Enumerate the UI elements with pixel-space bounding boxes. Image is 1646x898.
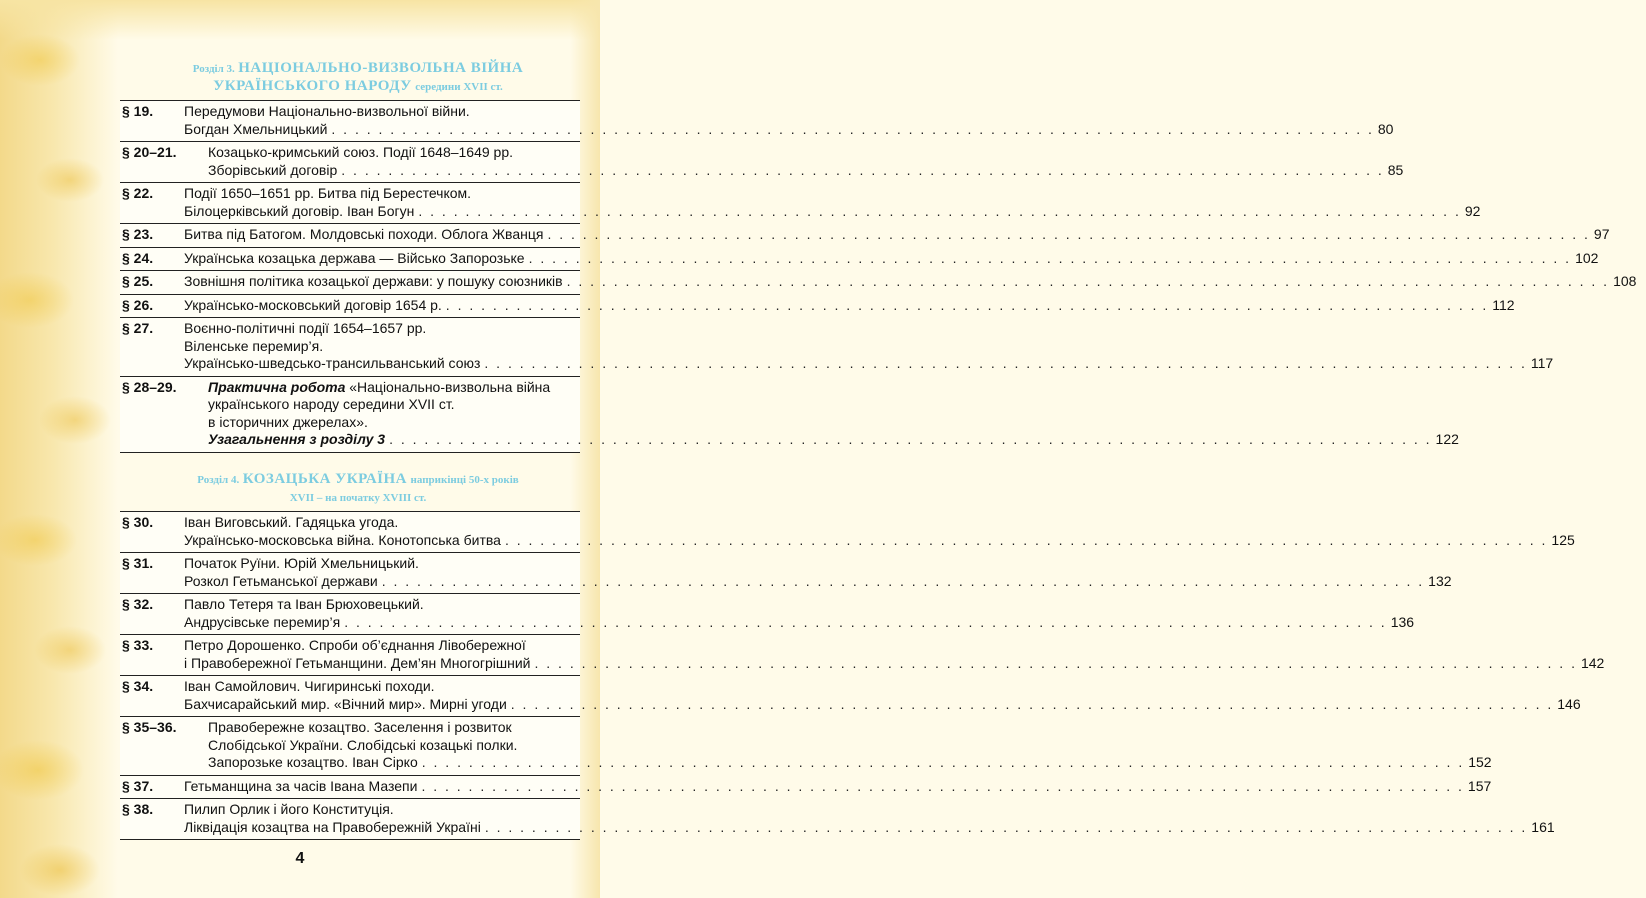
toc-leader-line <box>184 532 1575 550</box>
page-ref: 161 <box>1531 818 1555 835</box>
page-ref: 132 <box>1428 572 1452 589</box>
toc-line <box>208 379 1459 397</box>
toc-leader-line <box>184 273 1636 291</box>
dot-leader <box>418 203 1460 221</box>
section-number: § 32. <box>122 596 154 612</box>
toc-entry <box>120 101 1394 142</box>
page-ref: 157 <box>1467 777 1492 794</box>
toc-title: Білоцерківський договір. Іван Богун <box>184 202 415 219</box>
dot-leader <box>567 273 1609 291</box>
toc-line: Правобережне козацтво. Заселення і розвиток <box>208 719 512 735</box>
toc-entry <box>120 295 1515 319</box>
toc-line: Іван Самойлович. Чигиринські походи. <box>184 678 435 694</box>
toc-entry <box>120 717 1492 776</box>
practical-work-label: Практична робота <box>208 378 346 395</box>
toc-entry-text <box>184 637 1614 672</box>
toc-title: Андрусівське перемир’я <box>184 613 341 630</box>
dot-leader <box>421 778 1463 796</box>
toc-leader-line <box>208 162 1403 180</box>
dot-leader <box>446 297 1488 315</box>
toc-title: Українсько-московська війна. Конотопська битва <box>184 531 501 548</box>
toc-leader-line <box>184 121 1393 139</box>
toc-line: Павло Тетеря та Іван Брюховецький. <box>184 596 424 612</box>
toc-title: Українсько-московський договір 1654 р. <box>184 296 442 313</box>
section-number: § 35–36. <box>122 719 177 735</box>
toc-leader-line <box>184 614 1414 632</box>
toc-entry-practical <box>120 377 1459 452</box>
page-number: 4 <box>295 850 305 867</box>
toc-title: Гетьманщина за часів Івана Мазепи <box>184 777 418 794</box>
practical-work-title: «Національно-визвольна війна <box>345 378 551 395</box>
toc-line: Події 1650–1651 рр. Битва під Берестечком. <box>184 185 472 201</box>
toc-entry-text <box>184 103 1403 138</box>
toc-entry <box>120 676 1581 717</box>
dot-leader <box>505 532 1547 550</box>
dot-leader <box>344 614 1386 632</box>
page-ref: 80 <box>1377 120 1394 137</box>
toc-title: Ліквідація козацтва на Правобережній Україні <box>184 818 481 835</box>
toc-entry-text <box>184 596 1424 631</box>
section-number: § 22. <box>122 185 154 201</box>
toc-title: і Правобережної Гетьманщини. Дем’ян Многогрішний <box>184 654 531 671</box>
toc-entry-text <box>208 144 1413 179</box>
section-number: § 28–29. <box>122 378 177 395</box>
dot-leader <box>422 754 1464 772</box>
section-4-heading <box>118 471 598 507</box>
toc-leader-line <box>184 203 1480 221</box>
page-ref: 112 <box>1492 296 1515 313</box>
toc-title: Запорозьке козацтво. Іван Сірко <box>208 754 418 770</box>
section-4-subtitle: XVII – на початку XVIII ст. <box>289 492 427 504</box>
toc-line: Віленське перемир’я. <box>184 337 324 354</box>
toc-title: Зборівський договір <box>208 161 338 178</box>
section-4-suffix: наприкінці 50-х років <box>410 474 519 486</box>
toc-section-3 <box>120 100 1637 453</box>
toc-leader-line <box>184 655 1604 673</box>
dot-leader <box>484 355 1526 373</box>
toc-entry <box>120 594 1415 635</box>
page-ref: 122 <box>1435 431 1459 447</box>
toc-section-4 <box>120 511 1605 840</box>
decorative-border <box>0 0 118 898</box>
toc-entry-text <box>184 185 1490 220</box>
section-3-title: НАЦІОНАЛЬНО-ВИЗВОЛЬНА ВІЙНА <box>238 60 524 76</box>
section-number: § 31. <box>122 555 154 571</box>
toc-line: українського народу середини XVII ст. <box>208 396 455 412</box>
toc-leader-line <box>184 696 1581 714</box>
toc-leader-line <box>184 573 1452 591</box>
page-ref: 97 <box>1593 226 1610 242</box>
section-number: § 27. <box>122 320 154 336</box>
toc-title: Зовнішня політика козацької держави: у пошуку союзників <box>184 273 563 289</box>
toc-title: Бахчисарайський мир. «Вічний мир». Мирні угоди <box>184 695 507 712</box>
toc-entry <box>120 776 1492 800</box>
toc-entry-text <box>184 555 1462 590</box>
toc-entry <box>120 142 1404 183</box>
toc-entry-text <box>184 514 1585 549</box>
section-3-prefix: Розділ 3. <box>192 63 235 75</box>
page-ref: 146 <box>1557 695 1581 712</box>
section-4-prefix: Розділ 4. <box>197 474 240 486</box>
summary-label: Узагальнення з розділу 3 <box>208 431 386 447</box>
toc-leader-line <box>184 355 1553 373</box>
dot-leader <box>547 226 1589 244</box>
section-3-title-cont: УКРАЇНСЬКОГО НАРОДУ <box>213 78 412 94</box>
section-number: § 23. <box>122 226 154 242</box>
toc-title: Розкол Гетьманської держави <box>184 572 378 589</box>
toc-entry-text <box>184 250 1608 268</box>
section-number: § 19. <box>122 103 154 119</box>
page-ref: 152 <box>1468 754 1492 770</box>
toc-entry-text <box>184 273 1646 291</box>
page-ref: 102 <box>1575 249 1599 266</box>
toc-entry-text <box>208 379 1469 449</box>
toc-entry-text <box>184 297 1525 315</box>
toc-entry <box>120 271 1637 295</box>
toc-entry-text <box>184 226 1619 244</box>
toc-line: Петро Дорошенко. Спроби об’єднання Лівобережної <box>184 637 526 653</box>
toc-line: Слобідської України. Слобідські козацькі полки. <box>208 736 518 753</box>
dot-leader <box>341 162 1383 180</box>
toc-leader-line <box>184 819 1555 837</box>
page-ref: 142 <box>1580 654 1605 671</box>
toc-leader-line <box>184 778 1491 796</box>
section-number: § 20–21. <box>122 144 177 160</box>
toc-line: Іван Виговський. Гадяцька угода. <box>184 514 399 530</box>
page-ref: 108 <box>1613 273 1637 289</box>
page-ref: 117 <box>1530 355 1554 371</box>
toc-line: Передумови Національно-визвольної війни. <box>184 103 470 119</box>
dot-leader <box>389 431 1431 449</box>
toc-line: Воєнно-політичні події 1654–1657 рр. <box>184 320 427 336</box>
page-ref: 92 <box>1464 202 1481 219</box>
toc-entry <box>120 553 1452 594</box>
dot-leader <box>382 573 1424 591</box>
toc-line: в історичних джерелах». <box>208 413 368 430</box>
section-number: § 25. <box>122 273 154 289</box>
dot-leader <box>511 696 1553 714</box>
section-number: § 33. <box>122 637 154 653</box>
section-number: § 26. <box>122 296 154 313</box>
toc-entry <box>120 183 1481 224</box>
page-ref: 125 <box>1551 531 1575 548</box>
toc-entry-text <box>184 320 1563 373</box>
dot-leader <box>331 121 1373 139</box>
toc-title: Битва під Батогом. Молдовські походи. Облога Жванця <box>184 226 544 242</box>
section-4-title: КОЗАЦЬКА УКРАЇНА <box>242 471 407 487</box>
toc-line: Пилип Орлик і його Конституція. <box>184 801 394 817</box>
toc-entry <box>120 799 1555 839</box>
toc-entry-text <box>184 778 1501 796</box>
dot-leader <box>529 250 1571 268</box>
section-number: § 37. <box>122 777 154 794</box>
section-number: § 24. <box>122 249 154 266</box>
dot-leader <box>535 655 1577 673</box>
toc-leader-line <box>184 226 1609 244</box>
toc-entry <box>120 224 1610 248</box>
toc-title: Українсько-шведсько-трансильванський союз <box>184 355 481 371</box>
toc-line: Козацько-кримський союз. Події 1648–1649 рр. <box>208 144 514 160</box>
toc-leader-line <box>208 431 1459 449</box>
toc-leader-line <box>184 297 1515 315</box>
section-3-suffix: середини XVII ст. <box>415 81 503 93</box>
section-number: § 38. <box>122 801 154 817</box>
toc-line: Початок Руїни. Юрій Хмельницький. <box>184 555 419 571</box>
toc-entry <box>120 635 1605 676</box>
toc-entry <box>120 512 1575 553</box>
toc-leader-line <box>184 250 1598 268</box>
toc-entry <box>120 318 1554 377</box>
toc-entry-text <box>184 801 1565 836</box>
decorative-top-border <box>0 0 600 40</box>
dot-leader <box>485 819 1527 837</box>
toc-entry-text <box>208 719 1502 772</box>
page-ref: 85 <box>1387 161 1404 178</box>
page-ref: 136 <box>1390 613 1415 630</box>
toc-leader-line <box>208 754 1492 772</box>
toc-title: Українська козацька держава — Військо Запорозьке <box>184 249 525 266</box>
toc-entry <box>120 248 1599 272</box>
toc-title: Богдан Хмельницький <box>184 120 328 137</box>
section-3-heading <box>118 60 598 96</box>
section-number: § 34. <box>122 678 154 694</box>
toc-entry-text <box>184 678 1591 713</box>
section-number: § 30. <box>122 514 154 530</box>
